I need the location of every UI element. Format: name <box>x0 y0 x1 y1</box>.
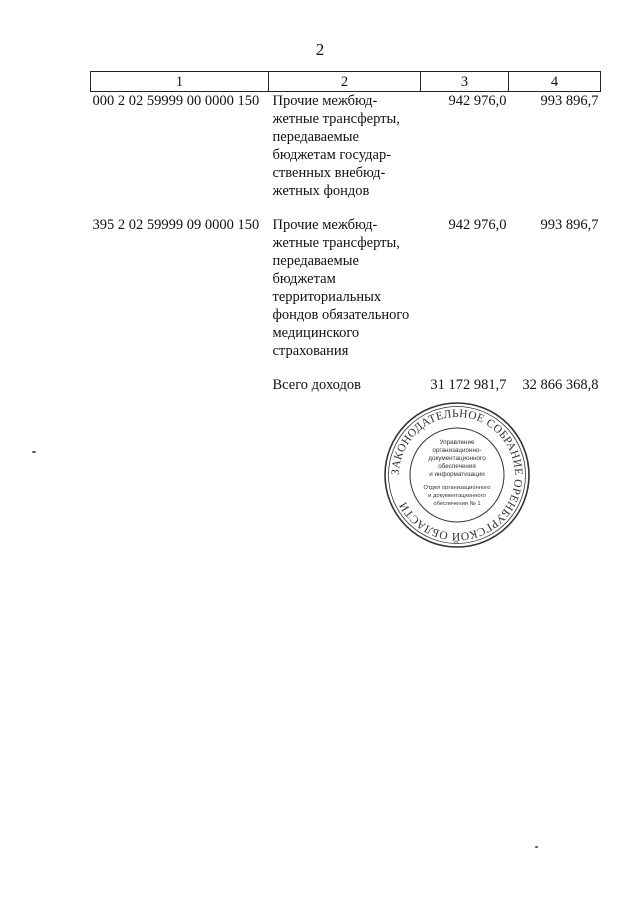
item-name-line: Прочие межбюд- <box>272 217 378 233</box>
item-name-line: жетные трансферты, <box>272 235 400 251</box>
stamp-line: обеспечения № 1 <box>433 501 481 507</box>
stamp-line: и информатизации <box>429 471 485 478</box>
column-header-1: 1 <box>91 72 269 92</box>
scan-speck <box>32 451 36 453</box>
column-header-2: 2 <box>269 72 421 92</box>
total-value-col3: 31 172 981,7 <box>430 377 507 393</box>
stamp-line: документационного <box>428 455 486 462</box>
scan-speck <box>535 846 538 848</box>
stamp-outer-text-path: ЗАКОНОДАТЕЛЬНОЕ СОБРАНИЕ ОРЕНБУРГСКОЙ ОБЛАСТИ <box>389 407 525 543</box>
item-name-line: жетных фондов <box>272 183 370 199</box>
column-header-3: 3 <box>421 72 509 92</box>
table-row <box>91 216 601 376</box>
budget-code: 000 2 02 59999 00 0000 150 <box>92 93 260 109</box>
value-col4: 993 896,7 <box>540 217 599 233</box>
item-name-line: передаваемые <box>272 129 359 145</box>
table-row <box>91 92 601 217</box>
item-name-line: страхования <box>272 343 349 359</box>
column-header-4: 4 <box>509 72 601 92</box>
item-name-line: Прочие межбюд- <box>272 93 378 109</box>
total-label: Всего доходов <box>272 377 361 393</box>
stamp-line: и документационного <box>428 493 486 499</box>
item-name-line: ственных внебюд- <box>272 165 386 181</box>
value-col3: 942 976,0 <box>448 93 507 109</box>
total-empty-cell <box>91 376 269 394</box>
value-col3: 942 976,0 <box>448 217 507 233</box>
item-name <box>269 216 421 376</box>
page-number: 2 <box>315 40 325 59</box>
official-stamp <box>382 400 532 550</box>
item-name-line: бюджетам <box>272 271 336 287</box>
item-name-line: жетные трансферты, <box>272 111 400 127</box>
total-row <box>91 376 601 394</box>
item-name-line: территориальных <box>272 289 382 305</box>
item-name-line: бюджетам государ- <box>272 147 392 163</box>
budget-table <box>90 71 601 394</box>
stamp-inner-text <box>424 439 491 507</box>
item-name-line: фондов обязательного <box>272 307 410 323</box>
budget-code: 395 2 02 59999 09 0000 150 <box>92 217 260 233</box>
value-col4: 993 896,7 <box>540 93 599 109</box>
item-name-line: передаваемые <box>272 253 359 269</box>
item-name-line: медицинского <box>272 325 360 341</box>
stamp-line: обеспечения <box>438 463 476 470</box>
total-value-col4: 32 866 368,8 <box>522 377 599 393</box>
stamp-line: Отдел организационного <box>423 485 491 491</box>
stamp-line: организационно- <box>432 447 482 454</box>
table-header-row <box>91 72 601 92</box>
stamp-line: Управление <box>439 439 475 446</box>
item-name <box>269 92 421 217</box>
